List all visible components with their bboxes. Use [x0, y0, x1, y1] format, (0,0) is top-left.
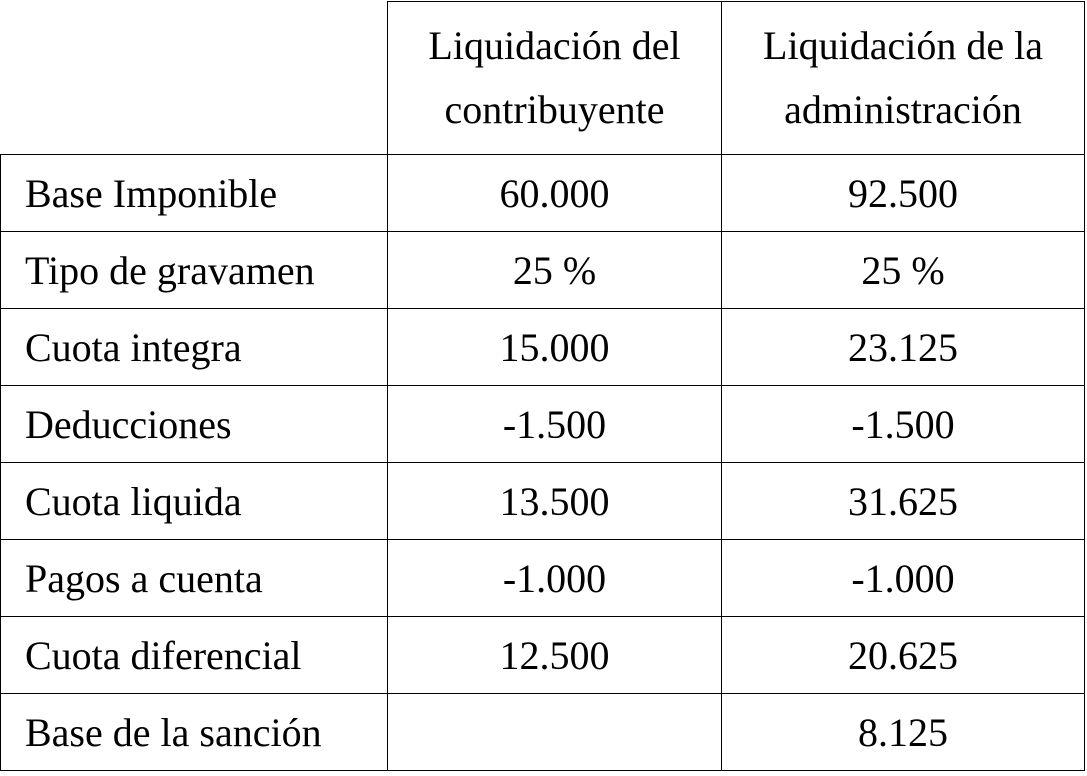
row-label: Cuota liquida — [1, 463, 388, 540]
table-row — [1, 694, 1085, 771]
table-header-row — [1, 2, 1085, 155]
header-liquidacion-contribuyente — [388, 2, 722, 155]
cell-contribuyente: 12.500 — [388, 617, 722, 694]
cell-contribuyente: -1.000 — [388, 540, 722, 617]
row-label: Base Imponible — [1, 155, 388, 232]
row-label: Tipo de gravamen — [1, 232, 388, 309]
cell-contribuyente — [388, 694, 722, 771]
row-label: Base de la sanción — [1, 694, 388, 771]
cell-administracion: 25 % — [722, 232, 1085, 309]
table-row — [1, 386, 1085, 463]
row-label: Cuota diferencial — [1, 617, 388, 694]
cell-contribuyente: 25 % — [388, 232, 722, 309]
header-line: Liquidación del — [428, 23, 681, 68]
table-row — [1, 309, 1085, 386]
row-label: Deducciones — [1, 386, 388, 463]
header-line: administración — [784, 87, 1022, 132]
empty-corner-cell — [1, 2, 388, 155]
cell-administracion: 31.625 — [722, 463, 1085, 540]
cell-contribuyente: -1.500 — [388, 386, 722, 463]
row-label: Pagos a cuenta — [1, 540, 388, 617]
cell-contribuyente: 13.500 — [388, 463, 722, 540]
table-row — [1, 232, 1085, 309]
liquidacion-table — [0, 1, 1085, 771]
cell-administracion: -1.000 — [722, 540, 1085, 617]
cell-administracion: 92.500 — [722, 155, 1085, 232]
table-row — [1, 155, 1085, 232]
cell-administracion: 20.625 — [722, 617, 1085, 694]
cell-contribuyente: 60.000 — [388, 155, 722, 232]
header-line: contribuyente — [444, 87, 665, 132]
cell-contribuyente: 15.000 — [388, 309, 722, 386]
cell-administracion: -1.500 — [722, 386, 1085, 463]
cell-administracion: 23.125 — [722, 309, 1085, 386]
row-label: Cuota integra — [1, 309, 388, 386]
table-row — [1, 617, 1085, 694]
table-row — [1, 540, 1085, 617]
header-line: Liquidación de la — [763, 23, 1043, 68]
cell-administracion: 8.125 — [722, 694, 1085, 771]
header-liquidacion-administracion — [722, 2, 1085, 155]
table-row — [1, 463, 1085, 540]
